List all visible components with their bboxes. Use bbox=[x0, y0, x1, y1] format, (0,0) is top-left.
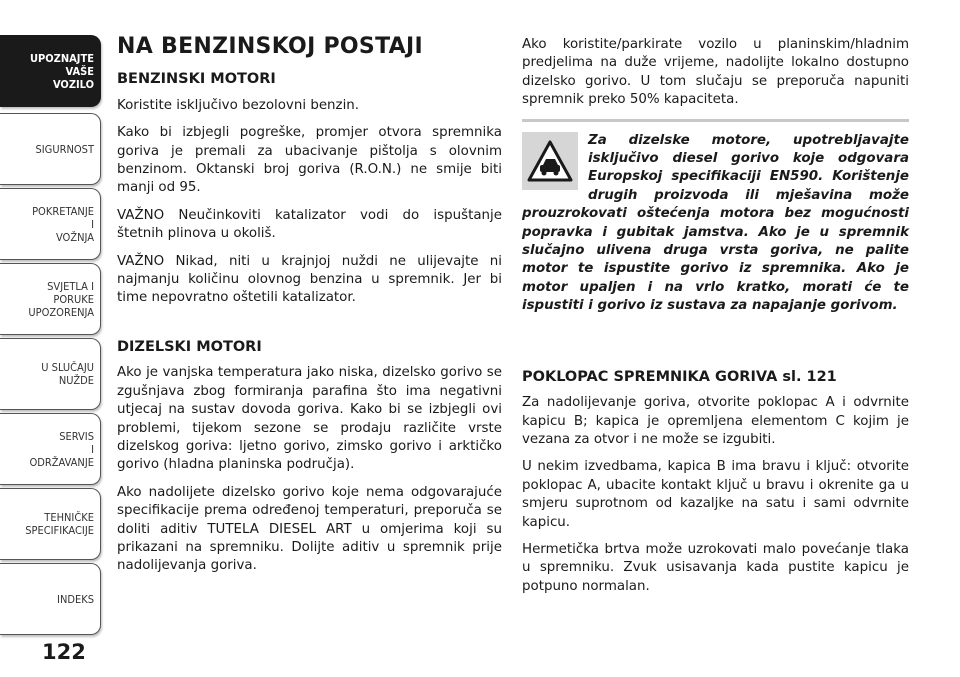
page-title: NA BENZINSKOJ POSTAJI bbox=[117, 34, 423, 59]
fuel-cap-paragraph: Hermetička brtva može uzrokovati malo povećanje tlaka u spremniku. Zvuk usisavanja kada pustite kapicu je potpuno normalan. bbox=[522, 541, 909, 594]
tab-svjetla-i-poruke[interactable] bbox=[0, 263, 101, 335]
tab-servis-i-odrzavanje[interactable] bbox=[0, 413, 101, 485]
petrol-heading: BENZINSKI MOTORI bbox=[117, 71, 276, 88]
tab-label: SIGURNOST bbox=[35, 142, 94, 156]
fuel-cap-heading: POKLOPAC SPREMNIKA GORIVA sl. 121 bbox=[522, 368, 837, 385]
left-column bbox=[117, 36, 502, 585]
tab-upoznajte-vase-vozilo[interactable] bbox=[0, 35, 101, 107]
petrol-paragraph: Kako bi izbjegli pogreške, promjer otvora spremnika goriva je premali za ubacivanje pištolja s olovnim benzinom. Oktanski broj goriva (R.O.N.) ne smije biti manji od 95. bbox=[117, 125, 502, 196]
tab-u-slucaju-nuzde[interactable] bbox=[0, 338, 101, 410]
petrol-paragraph: VAŽNO Neučinkoviti katalizator vodi do ispuštanje štetnih plinova u okoliš. bbox=[117, 207, 502, 242]
warning-text: Za dizelske motore, upotrebljavajte isključivo diesel gorivo koje odgovara Europskoj specifikaciji EN590. Korištenje drugih proizvoda ili mješavina može prouzrokovati oštećenja motora bez mogućnosti popravka i gubitak jamstva. Ako je u spremnik slučajno ulivena druga vrsta goriva, ne palite motor te ispustite gorivo iz spremnika. Ako je motor upaljen i na vrlo kratko, morati će te ispustiti i gorivo iz sustava za napajanje gorivom. bbox=[522, 132, 909, 314]
tab-sigurnost[interactable] bbox=[0, 113, 101, 185]
diesel-paragraph: Ako je vanjska temperatura jako niska, dizelsko gorivo se zgušnjava zbog formiranja parafina što ima negativni utjecaj na sustav dovoda goriva. Kako bi se izbjegli ovi problemi, tijekom sezone se prodaju različite vrste dizelskog goriva: ljetno gorivo, zimsko gorivo i arktičko gorivo (hladna planinska područja). bbox=[117, 365, 502, 473]
petrol-paragraph: VAŽNO Nikad, niti u krajnjoj nuždi ne ulijevajte ni najmanju količinu olovnog benzina u spremnik. Jer bi time nepovratno oštetili katalizator. bbox=[117, 253, 502, 306]
tab-label: TEHNIČKE SPECIFIKACIJE bbox=[25, 511, 94, 537]
intro-paragraph: Ako koristite/parkirate vozilo u planinskim/hladnim predjelima na duže vrijeme, nadolijte lokalno dostupno dizelsko gorivo. U tom slučaju se preporuča napuniti spremnik preko 50% kapaciteta. bbox=[522, 37, 909, 108]
tab-tehnicke-specifikacije[interactable] bbox=[0, 488, 101, 560]
warning-box bbox=[522, 132, 909, 316]
tab-label: SERVIS I ODRŽAVANJE bbox=[29, 429, 94, 469]
warning-divider bbox=[522, 119, 909, 122]
petrol-paragraph: Koristite isključivo bezolovni benzin. bbox=[117, 97, 360, 113]
page-number: 122 bbox=[42, 640, 86, 664]
tab-label: POKRETANJE I VOŽNJA bbox=[32, 204, 94, 244]
diesel-heading: DIZELSKI MOTORI bbox=[117, 338, 262, 355]
warning-triangle-icon bbox=[522, 132, 578, 190]
diesel-paragraph: Ako nadolijete dizelsko gorivo koje nema odgovarajuće specifikacije prema određenoj temperaturi, preporuča se doliti aditiv TUTELA DIESEL ART u omjerima koji su prikazani na spremniku. Dolijte aditiv u spremnik prije nadolijevanja goriva. bbox=[117, 484, 502, 574]
tab-label: UPOZNAJTE VAŠE VOZILO bbox=[29, 51, 94, 91]
tab-pokretanje-i-voznja[interactable] bbox=[0, 188, 101, 260]
tab-indeks[interactable] bbox=[0, 563, 101, 635]
tab-label: U SLUČAJU NUŽDE bbox=[41, 361, 94, 387]
fuel-cap-paragraph: Za nadolijevanje goriva, otvorite poklopac A i odvrnite kapicu B; kapica je opremljena elementom C kojim je vezana za otvor i ne može se izgubiti. bbox=[522, 395, 909, 447]
fuel-cap-paragraph: U nekim izvedbama, kapica B ima bravu i ključ: otvorite poklopac A, ubacite kontakt ključ u bravu i okrenite ga u smjeru suprotnom od kazaljke na satu i sami odvrnite kapicu. bbox=[522, 459, 909, 530]
tab-label: SVJETLA I PORUKE UPOZORENJA bbox=[28, 279, 94, 319]
tab-label: INDEKS bbox=[57, 592, 94, 606]
right-column bbox=[522, 36, 909, 605]
